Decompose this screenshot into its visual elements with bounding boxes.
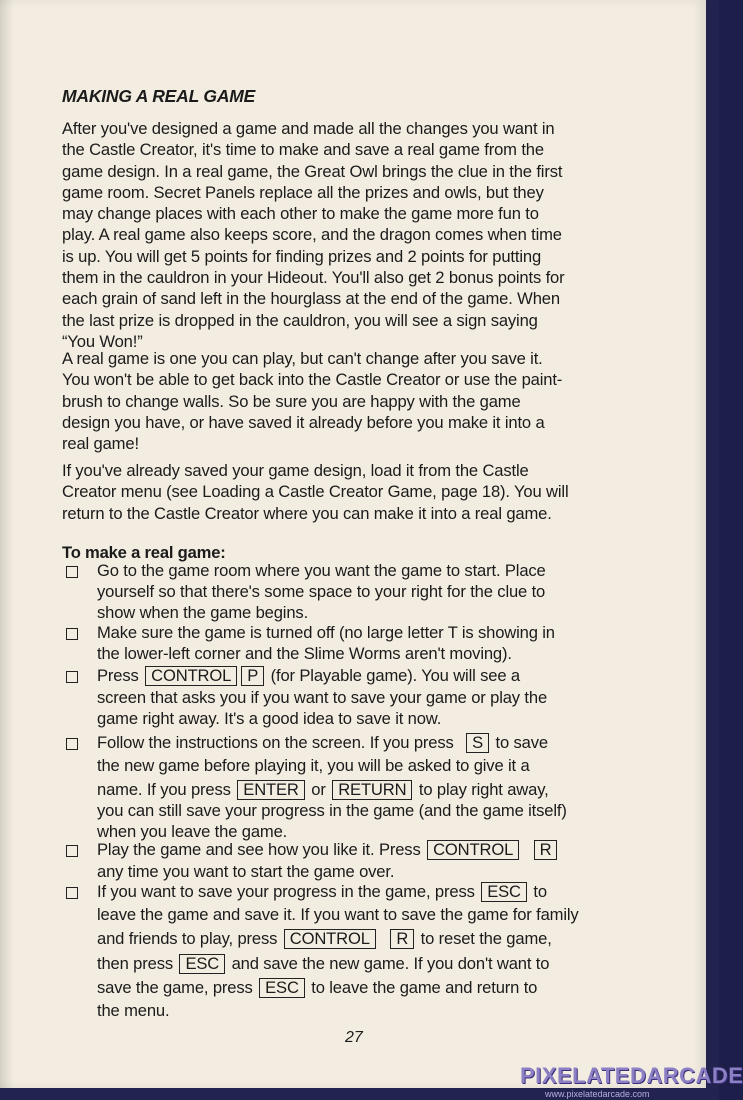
paragraph-line: game design. In a real game, the Great Owl brings the clue in the first xyxy=(62,161,563,181)
paragraph-line: brush to change walls. So be sure you are happy with the game xyxy=(62,391,521,411)
paragraph-line: them in the cauldron in your Hideout. You'll also get 2 bonus points for xyxy=(62,268,565,288)
paragraph-line: the last prize is dropped in the cauldron, you will see a sign saying xyxy=(62,310,538,330)
paragraph-loading xyxy=(62,460,662,524)
key-control: CONTROL xyxy=(284,929,376,949)
paragraph-line: After you've designed a game and made all the changes you want in xyxy=(62,119,555,138)
paragraph-line: design you have, or have saved it already before you make it into a xyxy=(62,412,545,432)
steps-subheading: To make a real game: xyxy=(62,543,226,562)
checkbox-icon xyxy=(66,671,78,683)
key-r: R xyxy=(534,840,558,860)
paragraph-line: game room. Secret Panels replace all the prizes and owls, but they xyxy=(62,182,544,202)
paragraph-line: A real game is one you can play, but can't change after you save it. xyxy=(62,349,543,368)
paragraph-line: Creator menu (see Loading a Castle Creator Game, page 18). You will xyxy=(62,482,569,502)
paragraph-line: may change places with each other to make the game more fun to xyxy=(62,204,539,224)
step-follow-instructions: Follow the instructions on the screen. If you press S to save the new game before playing it, you will be asked to give it a name. If you press ENTER or RETURN to play right away, you can still save your progress in the game (and the game itself) when you leave the game. xyxy=(62,733,662,843)
checkbox-icon xyxy=(66,566,78,578)
paragraph-line: “You Won!” xyxy=(62,331,143,351)
checkbox-icon xyxy=(66,628,78,640)
page-number: 27 xyxy=(345,1029,363,1046)
key-esc: ESC xyxy=(259,978,305,998)
checkbox-icon xyxy=(66,845,78,857)
checkbox-icon xyxy=(66,887,78,899)
paragraph-line: is up. You will get 5 points for finding prizes and 2 points for putting xyxy=(62,246,542,266)
paragraph-line: each grain of sand left in the hourglass at the end of the game. When xyxy=(62,289,560,309)
key-control: CONTROL xyxy=(145,666,237,686)
step-press-control-p: Press CONTROL P (for Playable game). You will see a screen that asks you if you want to save your game or play the game right away. It's a good idea to save it now. xyxy=(62,666,662,732)
paragraph-line: play. A real game also keeps score, and the dragon comes when time xyxy=(62,225,562,245)
paragraph-line: return to the Castle Creator where you can make it into a real game. xyxy=(62,503,552,523)
paragraph-intro xyxy=(62,118,662,352)
step-turn-off-game: Make sure the game is turned off (no large letter T is showing in the lower-left corner and the Slime Worms aren't moving). xyxy=(62,623,662,667)
section-heading: MAKING A REAL GAME xyxy=(62,86,256,106)
key-return: RETURN xyxy=(332,780,412,800)
paragraph-warning xyxy=(62,348,662,454)
key-esc: ESC xyxy=(481,882,527,902)
paragraph-line: the Castle Creator, it's time to make and save a real game from the xyxy=(62,140,544,160)
key-enter: ENTER xyxy=(237,780,305,800)
key-control: CONTROL xyxy=(427,840,519,860)
page-binding-shadow xyxy=(0,0,14,1088)
paragraph-line: If you've already saved your game design, load it from the Castle xyxy=(62,461,529,480)
watermark-brand: PIXELATEDARCADE xyxy=(520,1063,743,1088)
key-r: R xyxy=(390,929,414,949)
checkbox-icon xyxy=(66,738,78,750)
watermark-url: www.pixelatedarcade.com xyxy=(545,1089,650,1099)
scan-border-right xyxy=(706,0,719,1100)
key-s: S xyxy=(466,733,489,753)
paragraph-line: real game! xyxy=(62,434,139,454)
step-save-progress: If you want to save your progress in the game, press ESC to leave the game and save it. If you want to save the game for family and friends to play, press CONTROL R to reset the game, then press ESC and save the new game. If you don't want to save the game, press ESC to leave the game and return to the menu. xyxy=(62,882,662,1022)
paragraph-line: You won't be able to get back into the Castle Creator or use the paint- xyxy=(62,370,563,390)
step-go-to-room: Go to the game room where you want the game to start. Place yourself so that there's some space to your right for the clue to show when the game begins. xyxy=(62,561,662,627)
key-esc: ESC xyxy=(179,954,225,974)
step-play-game: Play the game and see how you like it. Press CONTROL R any time you want to start the game over. xyxy=(62,840,662,884)
key-p: P xyxy=(241,666,264,686)
